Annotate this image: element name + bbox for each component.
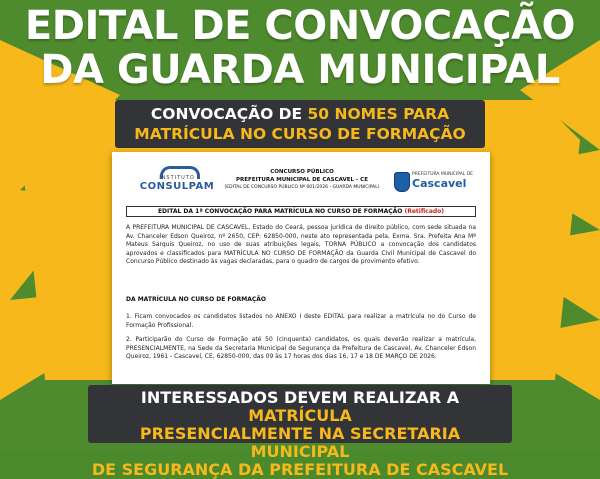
top-banner-highlight-2: MATRÍCULA NO CURSO DE FORMAÇÃO <box>134 125 466 143</box>
top-banner-highlight-1: 50 NOMES PARA <box>307 105 450 123</box>
logo-city-text: Cascavel <box>412 177 467 190</box>
document-title-tag: (Retificado) <box>404 208 445 215</box>
bottom-banner-highlight-3: DE SEGURANÇA DA PREFEITURA DE CASCAVEL <box>91 460 509 479</box>
document-title <box>126 206 476 217</box>
crest-icon <box>394 172 410 192</box>
logo-institute-text: INSTITUTO <box>159 175 195 181</box>
edital-document <box>112 152 490 384</box>
logo-name-text: CONSULPAM <box>139 181 215 192</box>
header-line-1: CONCURSO PÚBLICO <box>270 169 334 175</box>
consulpam-logo <box>132 166 222 192</box>
bottom-banner <box>88 385 512 479</box>
bottom-banner-text: INTERESSADOS DEVEM REALIZAR A <box>140 388 460 407</box>
bottom-banner-highlight-1: MATRÍCULA <box>248 406 352 425</box>
document-title-text: EDITAL DA 1ª CONVOCAÇÃO PARA MATRÍCULA NO CURSO DE FORMAÇÃO <box>157 208 403 215</box>
cascavel-logo <box>394 172 484 194</box>
document-paragraph-3: 2. Participarão do Curso de Formação até 50 (cinquenta) candidatos, os quais deverão realizar a matrícula, PRESENCIALMENTE, na Sede da Secretaria Municipal de Segurança da Prefeitura de Cascavel, Av. Chanceler Edson Queiroz, 1961 - Cascavel, CE, 62850-000, das 09 às 17 horas dos dias 16, 17 e 18 DE MARÇO DE 2026. <box>126 336 476 361</box>
header-line-3: (EDITAL DE CONCURSO PÚBLICO Nº 001/2026 - GUARDA MUNICIPAL) <box>224 185 380 190</box>
document-paragraph-2: 1. Ficam convocados os candidatos listados no ANEXO I deste EDITAL para realizar a matrícula no do Curso de Formação Profissional. <box>126 313 476 329</box>
document-header <box>112 152 490 200</box>
document-header-text <box>222 168 382 192</box>
document-section-heading: DA MATRÍCULA NO CURSO DE FORMAÇÃO <box>126 296 267 303</box>
headline-line-1: EDITAL DE CONVOCAÇÃO <box>24 3 576 49</box>
logo-pref-text: PREFEITURA MUNICIPAL DE <box>412 172 474 177</box>
top-banner <box>115 100 485 148</box>
header-line-2: PREFEITURA MUNICIPAL DE CASCAVEL - CE <box>236 177 368 183</box>
document-paragraph-1: A PREFEITURA MUNICIPAL DE CASCAVEL, Estado do Ceará, pessoa jurídica de direito público, com sede situada na Av. Chanceler Edson Queiroz, nº 2650, CEP: 62850-000, neste ato representada pela, Exma. Sra. Prefeita Ana Mª Mateus Sarquis Queiroz, no uso de suas atribuições legais, TORNA PÚBLICO a convocação dos candidatos aprovados e classificados para MATRÍCULA NO CURSO DE FORMAÇÃO da Guarda Civil Municipal de Cascavel do Concurso Público destinado às vagas declaradas, para o quadro de cargos de provimento efetivo. <box>126 224 476 266</box>
main-headline <box>0 4 600 92</box>
bottom-banner-highlight-2: PRESENCIALMENTE NA SECRETARIA MUNICIPAL <box>139 424 461 461</box>
headline-line-2: DA GUARDA MUNICIPAL <box>40 47 560 93</box>
top-banner-text: CONVOCAÇÃO DE <box>150 105 308 123</box>
